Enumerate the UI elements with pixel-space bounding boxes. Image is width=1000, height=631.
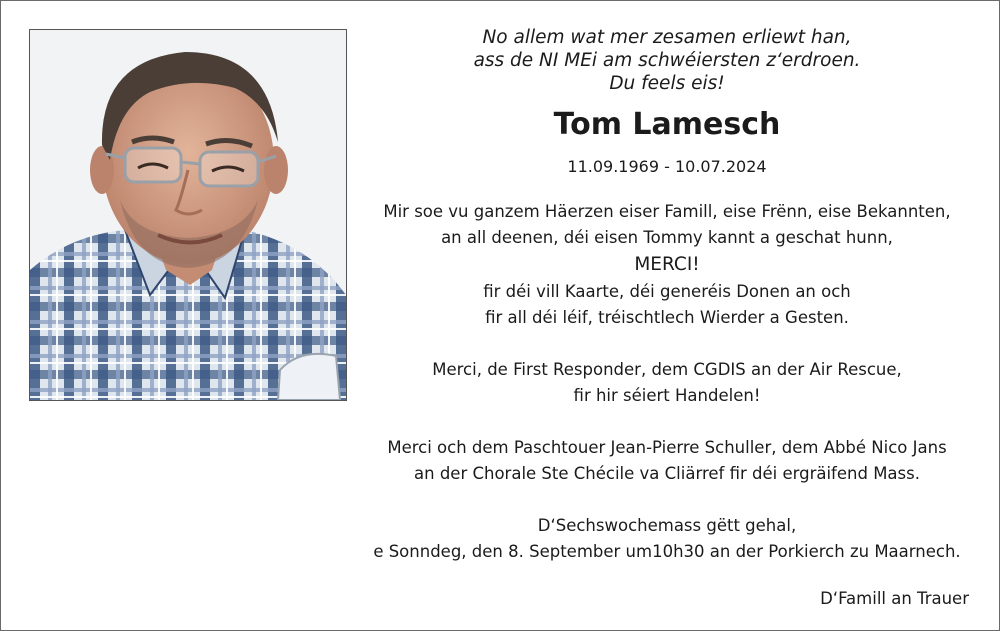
obituary-text: [361, 21, 973, 565]
mass-line: e Sonndeg, den 8. September um10h30 an der Porkierch zu Maarnech.: [373, 542, 961, 561]
thanks-line: an all deenen, déi eisen Tommy kannt a geschat hunn,: [441, 228, 893, 247]
thanks-line: fir déi vill Kaarte, déi generéis Donen an och: [483, 282, 851, 301]
quote-line: Du feels eis!: [609, 73, 725, 94]
thanks-line: fir all déi léif, tréischtlech Wierder a Gesten.: [485, 308, 849, 327]
clergy-line: an der Chorale Ste Chécile va Cliärref fir déi ergräifend Mass.: [414, 464, 920, 483]
clergy-paragraph: [361, 435, 973, 487]
merci-heading: MERCI!: [634, 254, 700, 275]
quote-line: No allem wat mer zesamen erliewt han,: [482, 27, 852, 48]
deceased-name: Tom Lamesch: [553, 107, 781, 142]
portrait-photo: [29, 29, 347, 401]
memorial-quote: [361, 26, 973, 95]
thanks-paragraph: [361, 199, 973, 331]
mass-line: D‘Sechswochemass gëtt gehal,: [537, 516, 797, 535]
family-signature: D‘Famill an Trauer: [820, 589, 969, 608]
life-dates: 11.09.1969 - 10.07.2024: [567, 157, 767, 176]
clergy-line: Merci och dem Paschtouer Jean-Pierre Schuller, dem Abbé Nico Jans: [387, 438, 947, 457]
mass-paragraph: [361, 513, 973, 565]
responders-line: Merci, de First Responder, dem CGDIS an der Air Rescue,: [432, 360, 902, 379]
thanks-line: Mir soe vu ganzem Häerzen eiser Famill, eise Frënn, eise Bekannten,: [383, 202, 951, 221]
quote-line: ass de NI MEi am schwéiersten z‘erdroen.: [473, 50, 861, 71]
responders-paragraph: [361, 357, 973, 409]
responders-line: fir hir séiert Handelen!: [573, 386, 761, 405]
